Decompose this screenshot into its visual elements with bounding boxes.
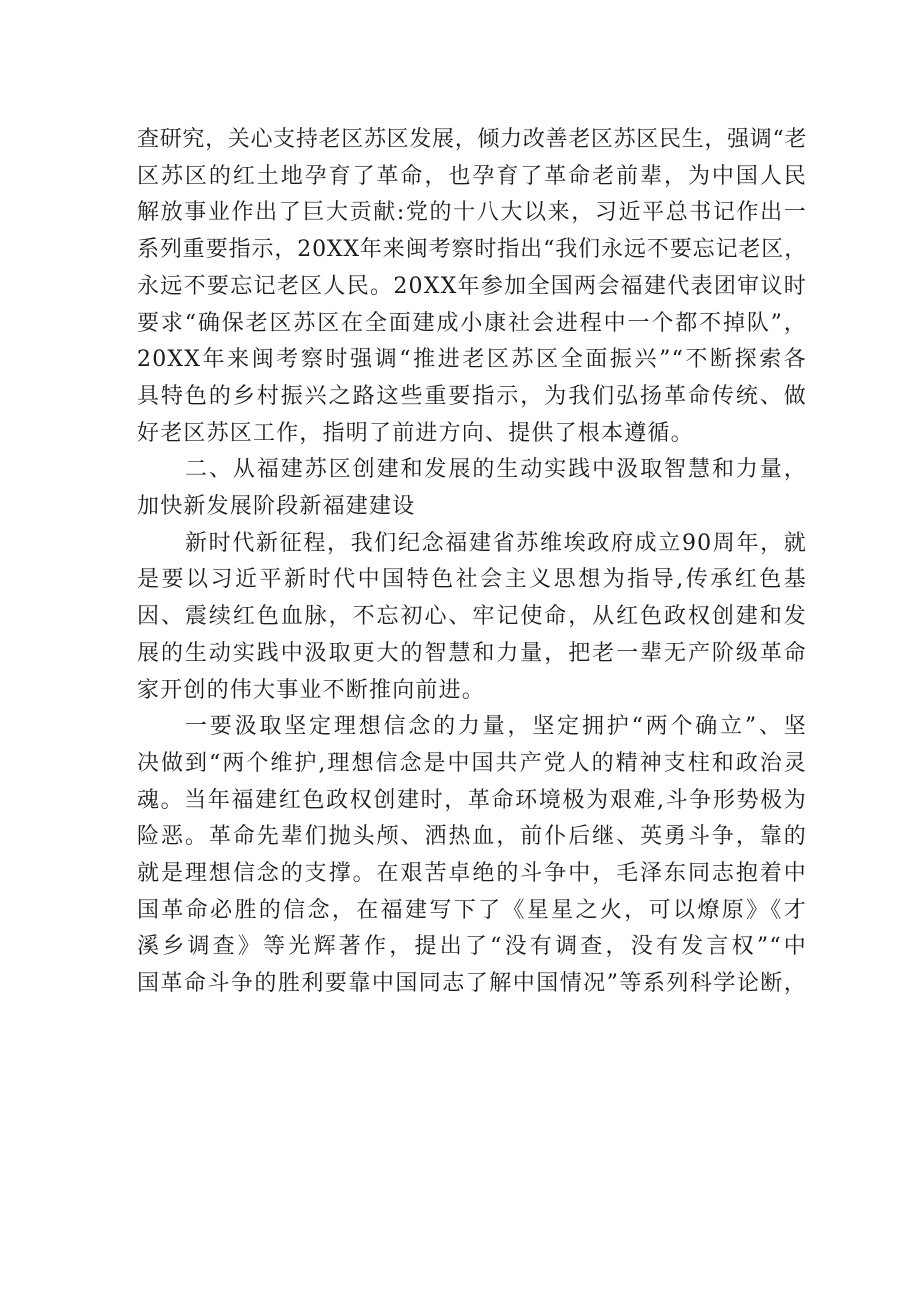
section-heading-line: 二、从福建苏区创建和发展的生动实践中汲取智慧和力量， — [185, 457, 807, 483]
text-line: 险恶。革命先辈们抛头颅、洒热血，前仆后继、英勇斗争，靠的 — [137, 824, 807, 850]
text-line: 就是理想信念的支撑。在艰苦卓绝的斗争中，毛泽东同志抱着中 — [137, 861, 807, 887]
paragraph-new-era — [137, 526, 807, 710]
paragraph-intro-continuation — [137, 122, 807, 452]
text-line: 解放事业作出了巨大贡献:党的十八大以来，习近平总书记作出一 — [137, 200, 807, 226]
text-line: 区苏区的红土地孕育了革命，也孕育了革命老前辈，为中国人民 — [137, 163, 807, 189]
text-line: 查研究，关心支持老区苏区发展，倾力改善老区苏区民生，强调“老 — [137, 127, 807, 152]
text-line: 是要以习近平新时代中国特色社会主义思想为指导,传承红色基 — [137, 567, 807, 593]
text-line: 展的生动实践中汲取更大的智慧和力量，把老一辈无产阶级革命 — [137, 640, 807, 666]
section-heading — [137, 452, 807, 525]
text-line: 一要汲取坚定理想信念的力量，坚定拥护“两个确立”、坚 — [185, 714, 807, 740]
text-line: 国革命必胜的信念，在福建写下了《星星之火，可以燎原》《才 — [137, 897, 807, 923]
section-heading-line: 加快新发展阶段新福建建设 — [137, 494, 416, 520]
text-line: 溪乡调查》等光辉著作，提出了“没有调查，没有发言权”“中 — [137, 934, 807, 960]
text-line: 好老区苏区工作，指明了前进方向、提供了根本遵循。 — [137, 420, 694, 446]
text-line: 20XX年来闽考察时强调“推进老区苏区全面振兴”“不断探索各 — [137, 347, 807, 373]
text-line: 决做到“两个维护,理想信念是中国共产党人的精神支柱和政治灵 — [137, 750, 807, 776]
text-line: 国革命斗争的胜利要靠中国同志了解中国情况”等系列科学论断， — [137, 971, 807, 997]
text-line: 因、震续红色血脉，不忘初心、牢记使命，从红色政权创建和发 — [137, 604, 807, 630]
text-line: 新时代新征程，我们纪念福建省苏维埃政府成立90周年，就 — [185, 530, 807, 556]
text-line: 要求“确保老区苏区在全面建成小康社会进程中一个都不掉队”， — [137, 310, 807, 336]
paragraph-ideals-belief — [137, 709, 807, 1003]
text-line: 系列重要指示，20XX年来闽考察时指出“我们永远不要忘记老区， — [137, 237, 807, 263]
text-line: 具特色的乡村振兴之路这些重要指示，为我们弘扬革命传统、做 — [137, 383, 807, 409]
text-line: 永远不要忘记老区人民。20XX年参加全国两会福建代表团审议时 — [137, 273, 807, 299]
text-line: 魂。当年福建红色政权创建时，革命环境极为艰难,斗争形势极为 — [137, 787, 807, 813]
document-body — [137, 122, 807, 1003]
text-line: 家开创的伟大事业不断推向前进。 — [137, 677, 486, 703]
